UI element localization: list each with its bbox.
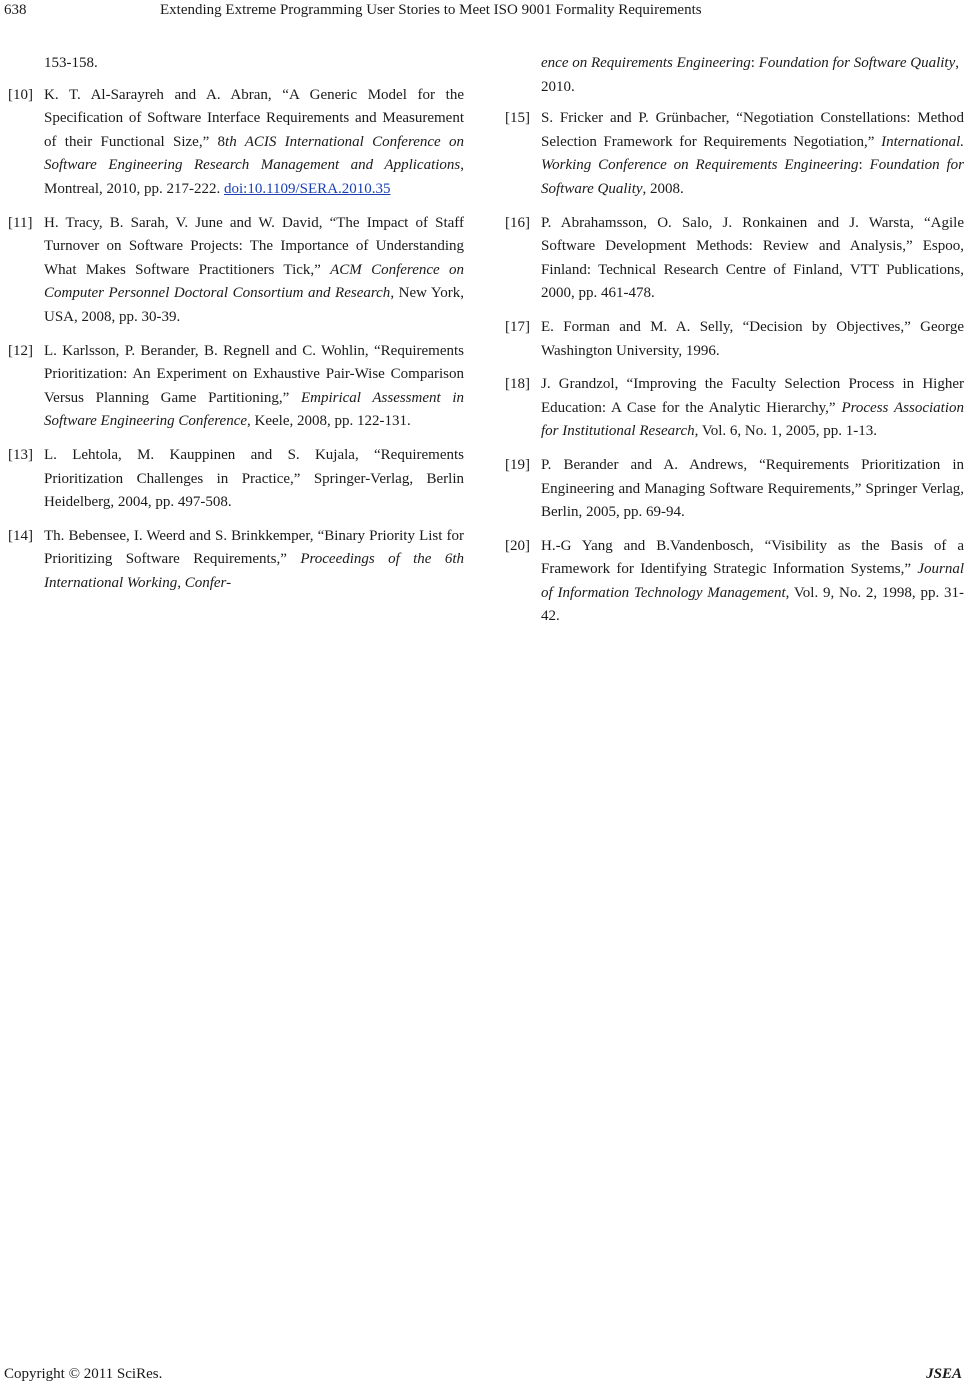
reference-italic-text: th ACIS International Conference on Software Engineering Research Management and Applications xyxy=(44,133,464,174)
reference-list-left xyxy=(8,84,464,596)
reference-text: , 2010. xyxy=(541,55,959,95)
reference-body xyxy=(44,212,464,330)
reference-number: [12] xyxy=(8,342,33,359)
reference-italic-text: Foundation for Software Quality xyxy=(758,55,956,71)
reference-number: [18] xyxy=(505,376,530,393)
reference-text: , New York, USA, 2008, pp. 30-39. xyxy=(44,285,464,325)
reference-number: [13] xyxy=(8,446,33,463)
reference-text: J. Grandzol, “Improving the Faculty Selection Process in Higher Education: A Case for the Analytic Hierarchy,” xyxy=(541,376,964,416)
journal-abbrev: JSEA xyxy=(926,1366,962,1382)
reference-body xyxy=(541,316,964,363)
reference-body xyxy=(541,212,964,306)
reference-body xyxy=(44,444,464,515)
reference-text: , xyxy=(177,574,185,591)
reference-number: [20] xyxy=(505,537,530,554)
copyright-notice: Copyright © 2011 SciRes. xyxy=(4,1366,163,1382)
reference-text: , Montreal, 2010, pp. 217-222. xyxy=(44,157,464,197)
reference-text: , 2008. xyxy=(642,180,684,197)
reference-body xyxy=(541,454,964,525)
reference-number: [17] xyxy=(505,318,530,335)
doi-link[interactable]: doi:10.1109/SERA.2010.35 xyxy=(223,180,391,197)
reference-number: [10] xyxy=(8,86,33,103)
reference-entry xyxy=(505,535,964,629)
reference-text: K. T. Al-Sarayreh and A. Abran, “A Generic Model for the Specification of Software Interface Requirements and Measurement of their Functional Size,” 8 xyxy=(44,86,464,150)
reference-number: [11] xyxy=(8,214,33,231)
reference-italic-text: International. Working Conference on Requirements Engineering xyxy=(541,133,964,174)
reference-body xyxy=(44,84,464,202)
reference-text: H.-G Yang and B.Vandenbosch, “Visibility as the Basis of a Framework for Identifying Strategic Information Systems,” xyxy=(541,537,964,578)
reference-italic-text: Process Association for Institutional Research xyxy=(541,399,964,440)
reference-text: P. Berander and A. Andrews, “Requirements Prioritization in Engineering and Managing Software Requirements,” Springer Verlag, Berlin, 2005, pp. 69-94. xyxy=(541,456,964,521)
page-header xyxy=(0,0,968,24)
right-column xyxy=(505,52,964,639)
reference-text: L. Lehtola, M. Kauppinen and S. Kujala, “Requirements Prioritization Challenges in Practice,” Springer-Verlag, Berlin Heidelberg, 2004, pp. 497-508. xyxy=(44,446,464,511)
left-column xyxy=(8,52,464,605)
reference-italic-text: Empirical Assessment in Software Engineering Conference xyxy=(44,389,464,430)
reference-italic-text: Foundation for Software Quality xyxy=(541,157,965,197)
reference-text: , Vol. 9, No. 2, 1998, pp. 31-42. xyxy=(541,584,964,625)
reference-number: [15] xyxy=(505,110,530,127)
reference-body xyxy=(44,525,464,596)
reference-number: [16] xyxy=(505,214,530,231)
reference-entry xyxy=(505,107,964,201)
reference-text: , Vol. 6, No. 1, 2005, pp. 1-13. xyxy=(694,423,877,440)
reference-entry xyxy=(505,316,964,363)
reference-italic-text: Confer- xyxy=(184,574,232,591)
reference-entry xyxy=(505,454,964,525)
reference-text: P. Abrahamsson, O. Salo, J. Ronkainen and J. Warsta, “Agile Software Development Methods: Review and Analysis,” Espoo, Finland: Technical Research Centre of Finland, VTT Publications, 2000, pp. 461-478. xyxy=(541,214,964,302)
reference-text: E. Forman and M. A. Selly, “Decision by Objectives,” George Washington University, 1996. xyxy=(541,318,964,359)
reference-entry xyxy=(8,525,464,596)
page-number: 638 xyxy=(4,2,27,18)
reference-body xyxy=(541,107,964,201)
reference-number: [19] xyxy=(505,456,530,473)
reference-entry xyxy=(8,444,464,515)
reference-continuation: 153-158. xyxy=(44,55,98,71)
reference-body xyxy=(541,535,964,629)
reference-list-right xyxy=(505,107,964,629)
reference-entry xyxy=(8,212,464,330)
reference-text: S. Fricker and P. Grünbacher, “Negotiation Constellations: Method Selection Framework for Requirements Negotiation,” xyxy=(541,110,964,150)
reference-italic-text: ence on Requirements Engineering xyxy=(541,55,751,71)
reference-text: , Keele, 2008, pp. 122-131. xyxy=(247,413,411,430)
reference-italic-text: Proceedings of the 6th International Working xyxy=(44,551,464,591)
reference-continuation xyxy=(505,52,964,99)
running-title: Extending Extreme Programming User Stories to Meet ISO 9001 Formality Requirements xyxy=(160,2,702,18)
reference-entry xyxy=(505,212,964,306)
reference-italic-text: Journal of Information Technology Management xyxy=(541,561,964,601)
reference-entry xyxy=(505,373,964,444)
reference-text: H. Tracy, B. Sarah, V. June and W. David, “The Impact of Staff Turnover on Software Projects: The Importance of Understanding What Makes Software Practitioners Tick,” xyxy=(44,214,464,278)
reference-entry xyxy=(8,84,464,202)
reference-number: [14] xyxy=(8,527,33,544)
reference-text: Th. Bebensee, I. Weerd and S. Brinkkemper, “Binary Priority List for Prioritizing Software Requirements,” xyxy=(44,527,464,568)
reference-italic-text: ACM Conference on Computer Personnel Doctoral Consortium and Research xyxy=(44,261,465,302)
reference-entry xyxy=(8,340,464,434)
reference-body xyxy=(541,373,964,444)
reference-text: L. Karlsson, P. Berander, B. Regnell and C. Wohlin, “Requirements Prioritization: An Experiment on Exhaustive Pair-Wise Comparison Versus Planning Game Partitioning,” xyxy=(44,342,464,406)
page-footer xyxy=(0,1364,968,1384)
reference-body xyxy=(44,340,464,434)
reference-text: : xyxy=(858,157,870,174)
reference-text: : xyxy=(750,55,759,71)
